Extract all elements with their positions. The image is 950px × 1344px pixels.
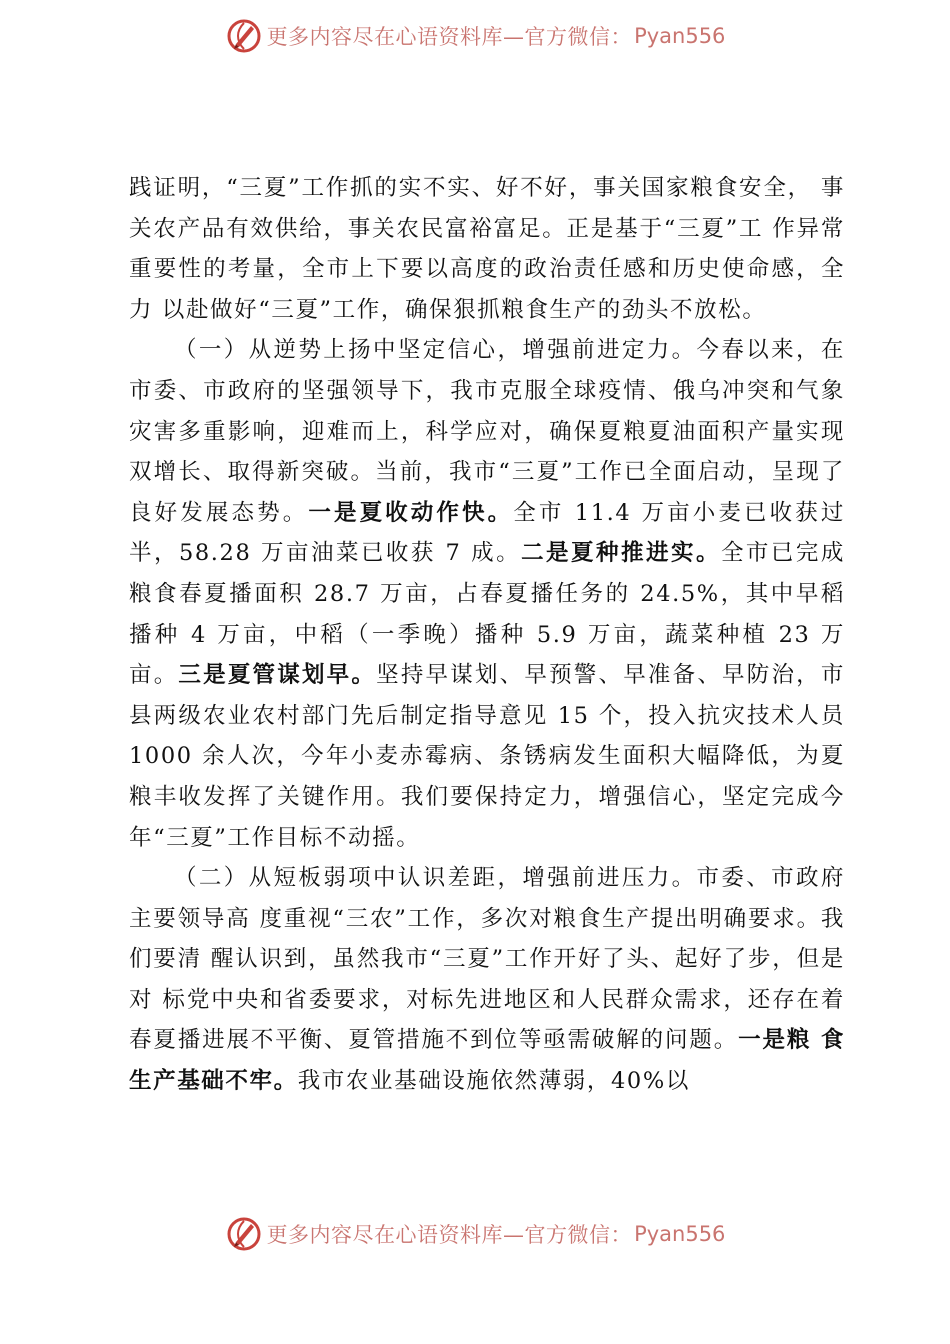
footer-banner	[0, 1214, 950, 1254]
pen-logo-icon	[225, 1215, 263, 1253]
text-run: 市委、市政府主要领导高 度重视“三农”工作，多次对粮食生产提出明确要求。我们要清 醒认识到，虽然我市“三夏”工作开好了头、起好了步，但是对 标党中央和省委要求，对标先进地区和人民群众需求，还存在着春夏播进展不平衡、夏管措施不到位等亟需破解的问题。	[129, 865, 845, 1054]
header-wechat-id: Pyan556	[634, 24, 726, 48]
text-run: 践证明，“三夏”工作抓的实不实、好不好，事关国家粮食安全， 事关农产品有效供给，事关农民富裕富足。正是基于“三夏”工 作异常重要性的考量，全市上下要以高度的政治责任感和历史使命感，全力 以赴做好“三夏”工作，确保狠抓粮食生产的劲头不放松。	[129, 175, 845, 323]
bold-heading-run: 二是夏种推进实。	[521, 540, 721, 567]
paragraph	[129, 330, 845, 858]
pen-logo-icon	[225, 17, 263, 55]
paragraph	[129, 168, 845, 330]
text-run: （一）从逆势上扬中坚定信心，增强前进定力。	[174, 337, 697, 364]
bold-heading-run: 一是夏收动作快。	[308, 499, 514, 526]
text-run: 坚持早谋划、早预警、早准备、早防治，市县两级农业农村部门先后制定指导意见 15 个，投入抗灾技术人员 1000 余人次，今年小麦赤霉病、条锈病发生面积大幅降低，为夏粮丰收发挥了关键作用。我们要保持定力，增强信心，坚定完成今年“三夏”工作目标不动摇。	[129, 662, 845, 851]
text-run: 今春以来，在市委、市政府的坚强领导下，我市克服全球疫情、俄乌冲突和气象灾害多重影响，迎难而上，科学应对，确保夏粮夏油面积产量实现双增长、取得新突破。当前，我市“三夏”工作已全面启动，呈现了良好发展态势。	[129, 337, 845, 526]
text-run: 全市已完成粮食春夏播面积 28.7 万亩，占春夏播任务的 24.5%，其中早稻播种 4 万亩，中稻（一季晚）播种 5.9 万亩，蔬菜种植 23 万亩。	[129, 540, 845, 689]
text-run: （二）从短板弱项中认识差距，增强前进压力。	[174, 865, 697, 892]
document-body	[129, 168, 845, 1102]
text-run: 我市农业基础设施依然薄弱，40%以	[297, 1068, 690, 1095]
footer-banner-text: 更多内容尽在心语资料库—官方微信：	[266, 1223, 633, 1247]
header-banner	[0, 16, 950, 56]
text-run: 全市 11.4 万亩小麦已收获过半，58.28 万亩油菜已收获 7 成。	[129, 499, 845, 567]
footer-wechat-id: Pyan556	[634, 1222, 726, 1246]
header-banner-text: 更多内容尽在心语资料库—官方微信：	[266, 25, 633, 49]
bold-heading-run: 一是粮 食生产基础不牢。	[129, 1027, 845, 1095]
bold-heading-run: 三是夏管谋划早。	[178, 662, 377, 689]
paragraph	[129, 858, 845, 1102]
